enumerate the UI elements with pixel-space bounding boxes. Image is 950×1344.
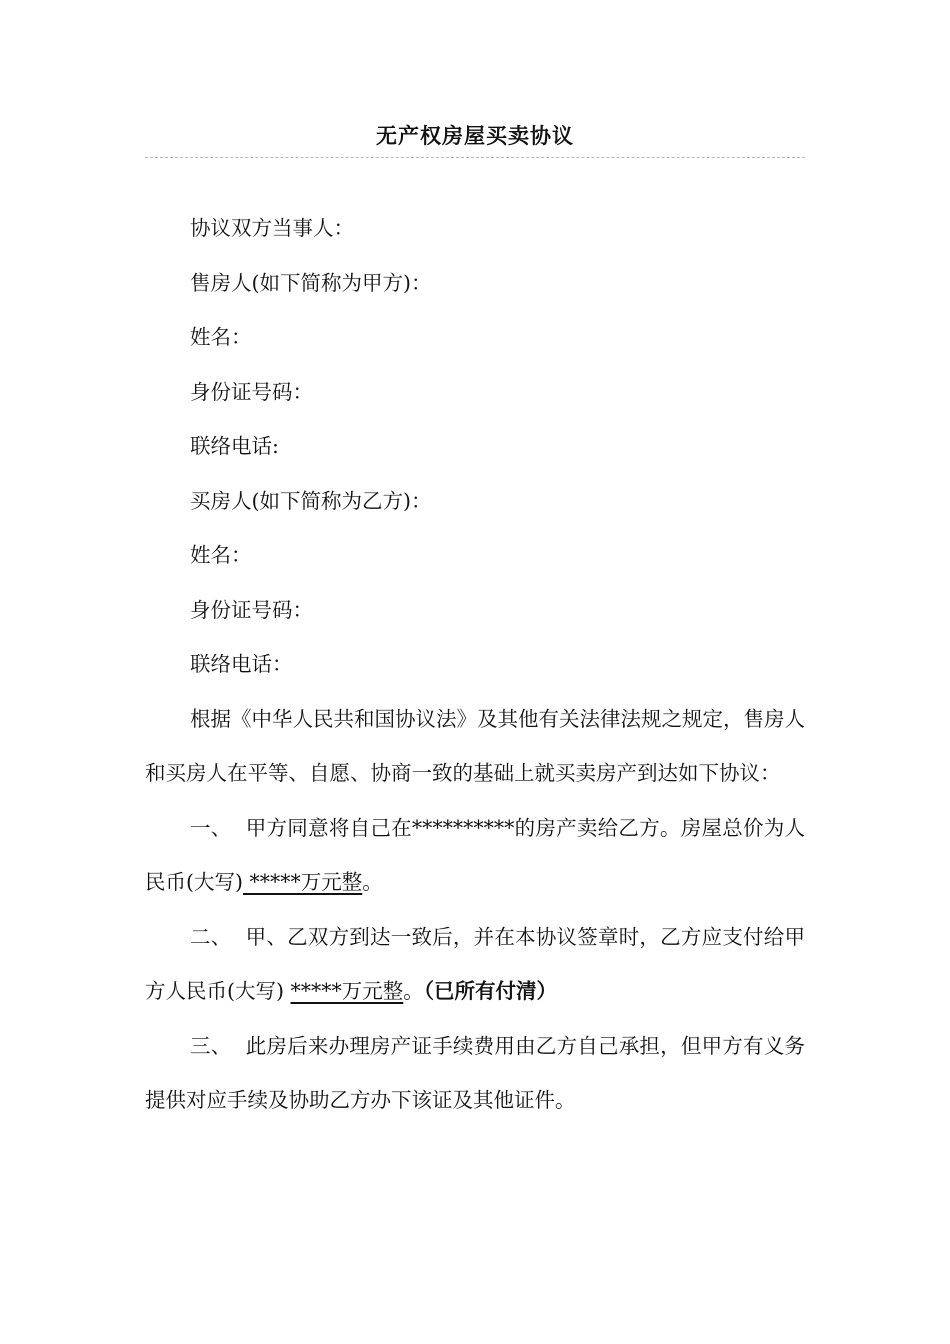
clause-1-amount: *****万元整 bbox=[243, 870, 363, 894]
buyer-id-field: 身份证号码： bbox=[190, 597, 313, 622]
clause-1-end: 。 bbox=[362, 870, 383, 894]
clause-1-number: 一、 bbox=[190, 815, 232, 840]
seller-heading: 售房人(如下简称为甲方)： bbox=[190, 270, 432, 295]
document-body bbox=[145, 201, 805, 1128]
seller-phone-field: 联络电话: bbox=[190, 434, 279, 458]
buyer-phone-field: 联络电话： bbox=[190, 652, 293, 676]
document-title: 无产权房屋买卖协议 bbox=[376, 123, 574, 148]
clause-3-text: 此房后来办理房产证手续费用由乙方自己承担，但甲方有义务提供对应手续及协助乙方办下该证及其他证件。 bbox=[145, 1033, 806, 1112]
clause-1-text: 甲方同意将自己在**********的房产卖给乙方。房屋总价为人民币(大写) bbox=[145, 815, 806, 894]
clause-2 bbox=[145, 910, 805, 1019]
buyer-heading: 买房人(如下简称为乙方)： bbox=[190, 488, 432, 513]
parties-heading: 协议双方当事人： bbox=[190, 216, 354, 240]
clause-3 bbox=[145, 1019, 805, 1128]
clause-1 bbox=[145, 801, 805, 910]
clause-2-amount: *****万元整 bbox=[290, 979, 404, 1003]
clause-2-end: 。 bbox=[403, 979, 424, 1003]
buyer-name-field: 姓名： bbox=[190, 543, 252, 567]
title-divider bbox=[145, 157, 805, 158]
seller-id-field: 身份证号码： bbox=[190, 379, 313, 404]
intro-paragraph: 根据《中华人民共和国协议法》及其他有关法律法规之规定，售房人和买房人在平等、自愿、协商一致的基础上就买卖房产到达如下协议： bbox=[145, 706, 805, 785]
clause-2-note: （已所有付清） bbox=[423, 979, 558, 1003]
clause-2-number: 二、 bbox=[190, 924, 232, 949]
clause-3-number: 三、 bbox=[190, 1033, 232, 1058]
clause-2-text: 甲、乙双方到达一致后，并在本协议签章时，乙方应支付给甲方人民币(大写) bbox=[145, 924, 806, 1003]
seller-name-field: 姓名： bbox=[190, 325, 252, 349]
